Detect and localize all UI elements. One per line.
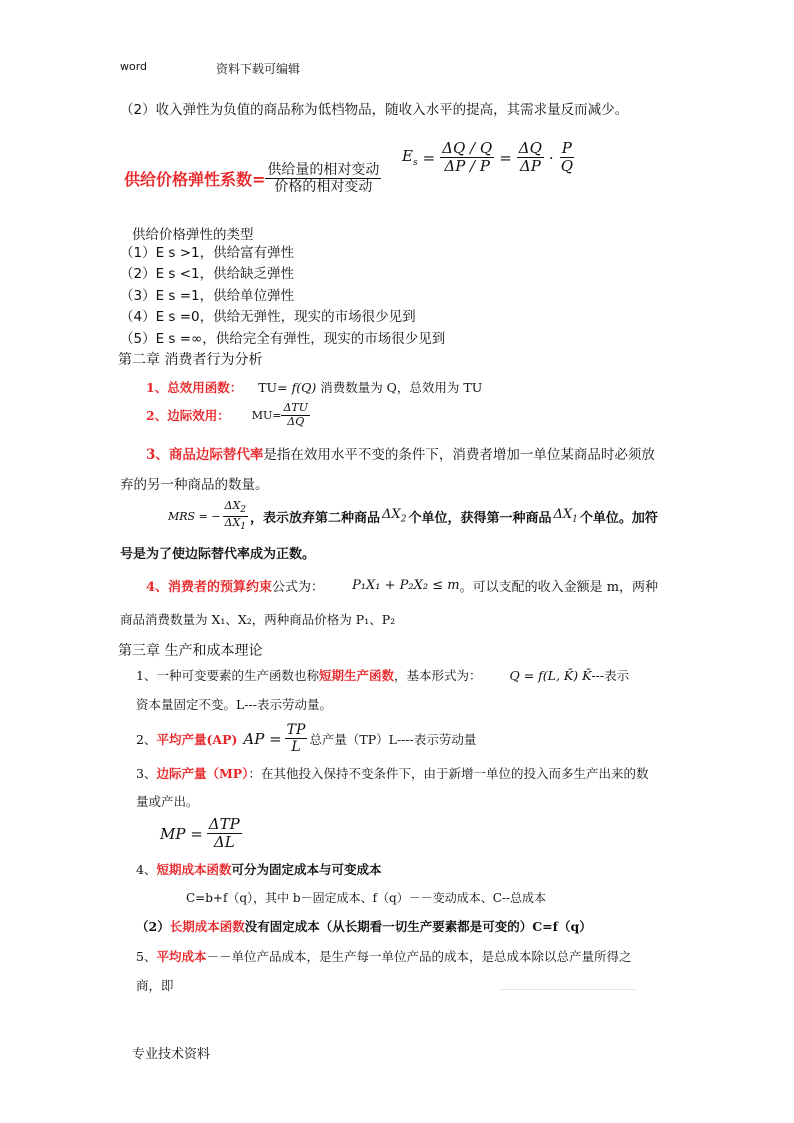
supply-type-item: （3）E s =1，供给单位弹性	[120, 287, 295, 304]
supply-type-item: （2）E s <1，供给缺乏弹性	[120, 266, 295, 283]
fraction-numerator: 供给量的相对变动	[267, 162, 380, 178]
chapter3-item5: 5、平均成本－－单位产品成本，是生产每一单位产品的成本，是总成本除以总产量所得之	[136, 949, 632, 964]
chapter2-item2: 2、边际效用： MU= $\frac{\text{ΔTU}}{\Delta Q}$	[146, 401, 309, 428]
chapter3-item1-line2: 资本量固定不变。L---表示劳动量。	[136, 697, 332, 712]
supply-types-list	[120, 243, 445, 350]
equals-sign: =	[422, 148, 436, 167]
formula-lhs: $E_s$	[402, 147, 418, 169]
chapter2-item4-line2: 商品消费数量为 X₁、X₂，两种商品价格为 P₁、P₂	[120, 612, 396, 627]
chapter3-item3-line2: 量或产出。	[136, 794, 199, 809]
faint-divider	[500, 989, 636, 990]
supply-type-item: （4）E s =0，供给无弹性，现实的市场很少见到	[120, 309, 416, 326]
chapter3-item4b: （2）长期成本函数没有固定成本（从长期看一切生产要素都是可变的）C=f（q）	[136, 919, 592, 934]
footer-text: 专业技术资料	[132, 1047, 211, 1062]
mrs-text-line2: 号是为了使边际替代率成为正数。	[120, 547, 316, 562]
supply-types-title: 供给价格弹性的类型	[132, 227, 254, 243]
formula-fraction-1: $\frac{\Delta Q / Q}{\Delta P / P}$	[442, 139, 493, 176]
chapter3-item5-line2: 商，即	[136, 978, 174, 993]
supply-elasticity-definition	[124, 162, 381, 195]
formula-fraction-3: $\frac{P}{Q}$	[560, 139, 573, 176]
fraction-denominator: 价格的相对变动	[274, 179, 373, 196]
chapter2-item4: 4、消费者的预算约束 公式为： P₁X₁ + P₂X₂ ≤ m 。可以支配的收入金额是 m，两种	[146, 578, 659, 595]
header-title: 资料下载可编辑	[216, 62, 301, 76]
formula-fraction-2: $\frac{\Delta Q}{\Delta P}$	[518, 139, 542, 176]
supply-type-item: （1）E s >1，供给富有弹性	[120, 245, 295, 261]
chapter3-item4-formula: C=b+f（q），其中 b－固定成本、f（q）－－变动成本、C--总成本	[186, 891, 547, 905]
multiply-dot: ·	[548, 148, 554, 167]
mp-formula: MP = $\frac{\text{ΔTP}}{\Delta L}$	[160, 815, 240, 852]
chapter2-title: 第二章 消费者行为分析	[118, 352, 263, 368]
supply-elasticity-fraction	[265, 162, 381, 195]
header-word: word	[120, 60, 148, 73]
item-label: 1、总效用函数：	[146, 380, 243, 395]
chapter3-title: 第三章 生产和成本理论	[118, 643, 263, 659]
supply-elasticity-formula	[402, 140, 575, 176]
supply-elasticity-label: 供给价格弹性系数=	[124, 170, 266, 190]
item-label: 2、边际效用：	[146, 408, 230, 424]
chapter3-item1: 1、一种可变要素的生产函数也称 短期生产函数 ，基本形式为： Q = f(L, K̄) K̄ ---表示	[136, 667, 630, 683]
income-elasticity-line: （2）收入弹性为负值的商品称为低档物品，随收入水平的提高，其需求量反而减少。	[120, 102, 629, 118]
equals-sign: =	[499, 148, 512, 167]
chapter3-item2: 2、 平均产量(AP) AP = $\frac{TP}{L}$ 总产量（TP）L----表示劳动量	[136, 722, 477, 756]
chapter2-item3-line2: 弃的另一种商品的数量。	[120, 477, 269, 493]
chapter2-item3: 3、商品边际替代率是指在效用水平不变的条件下，消费者增加一单位某商品时必须放	[146, 447, 655, 463]
mrs-formula: MRS = − $\frac{\Delta X_2}{\Delta X_1}$ ，表示放弃第二种商品 $\Delta X_2$ 个单位，获得第一种商品 $\Delta X_1$ 个单位。加符	[168, 499, 658, 532]
supply-type-item: （5）E s =∞，供给完全有弹性，现实的市场很少见到	[120, 330, 446, 347]
chapter3-item4: 4、短期成本函数可分为固定成本与可变成本	[136, 862, 382, 877]
chapter2-item1: 1、总效用函数： TU= f(Q) 消费数量为 Q，总效用为 TU	[146, 379, 483, 395]
chapter3-item3: 3、边际产量（MP）：在其他投入保持不变条件下，由于新增一单位的投入而多生产出来的数	[136, 766, 649, 781]
